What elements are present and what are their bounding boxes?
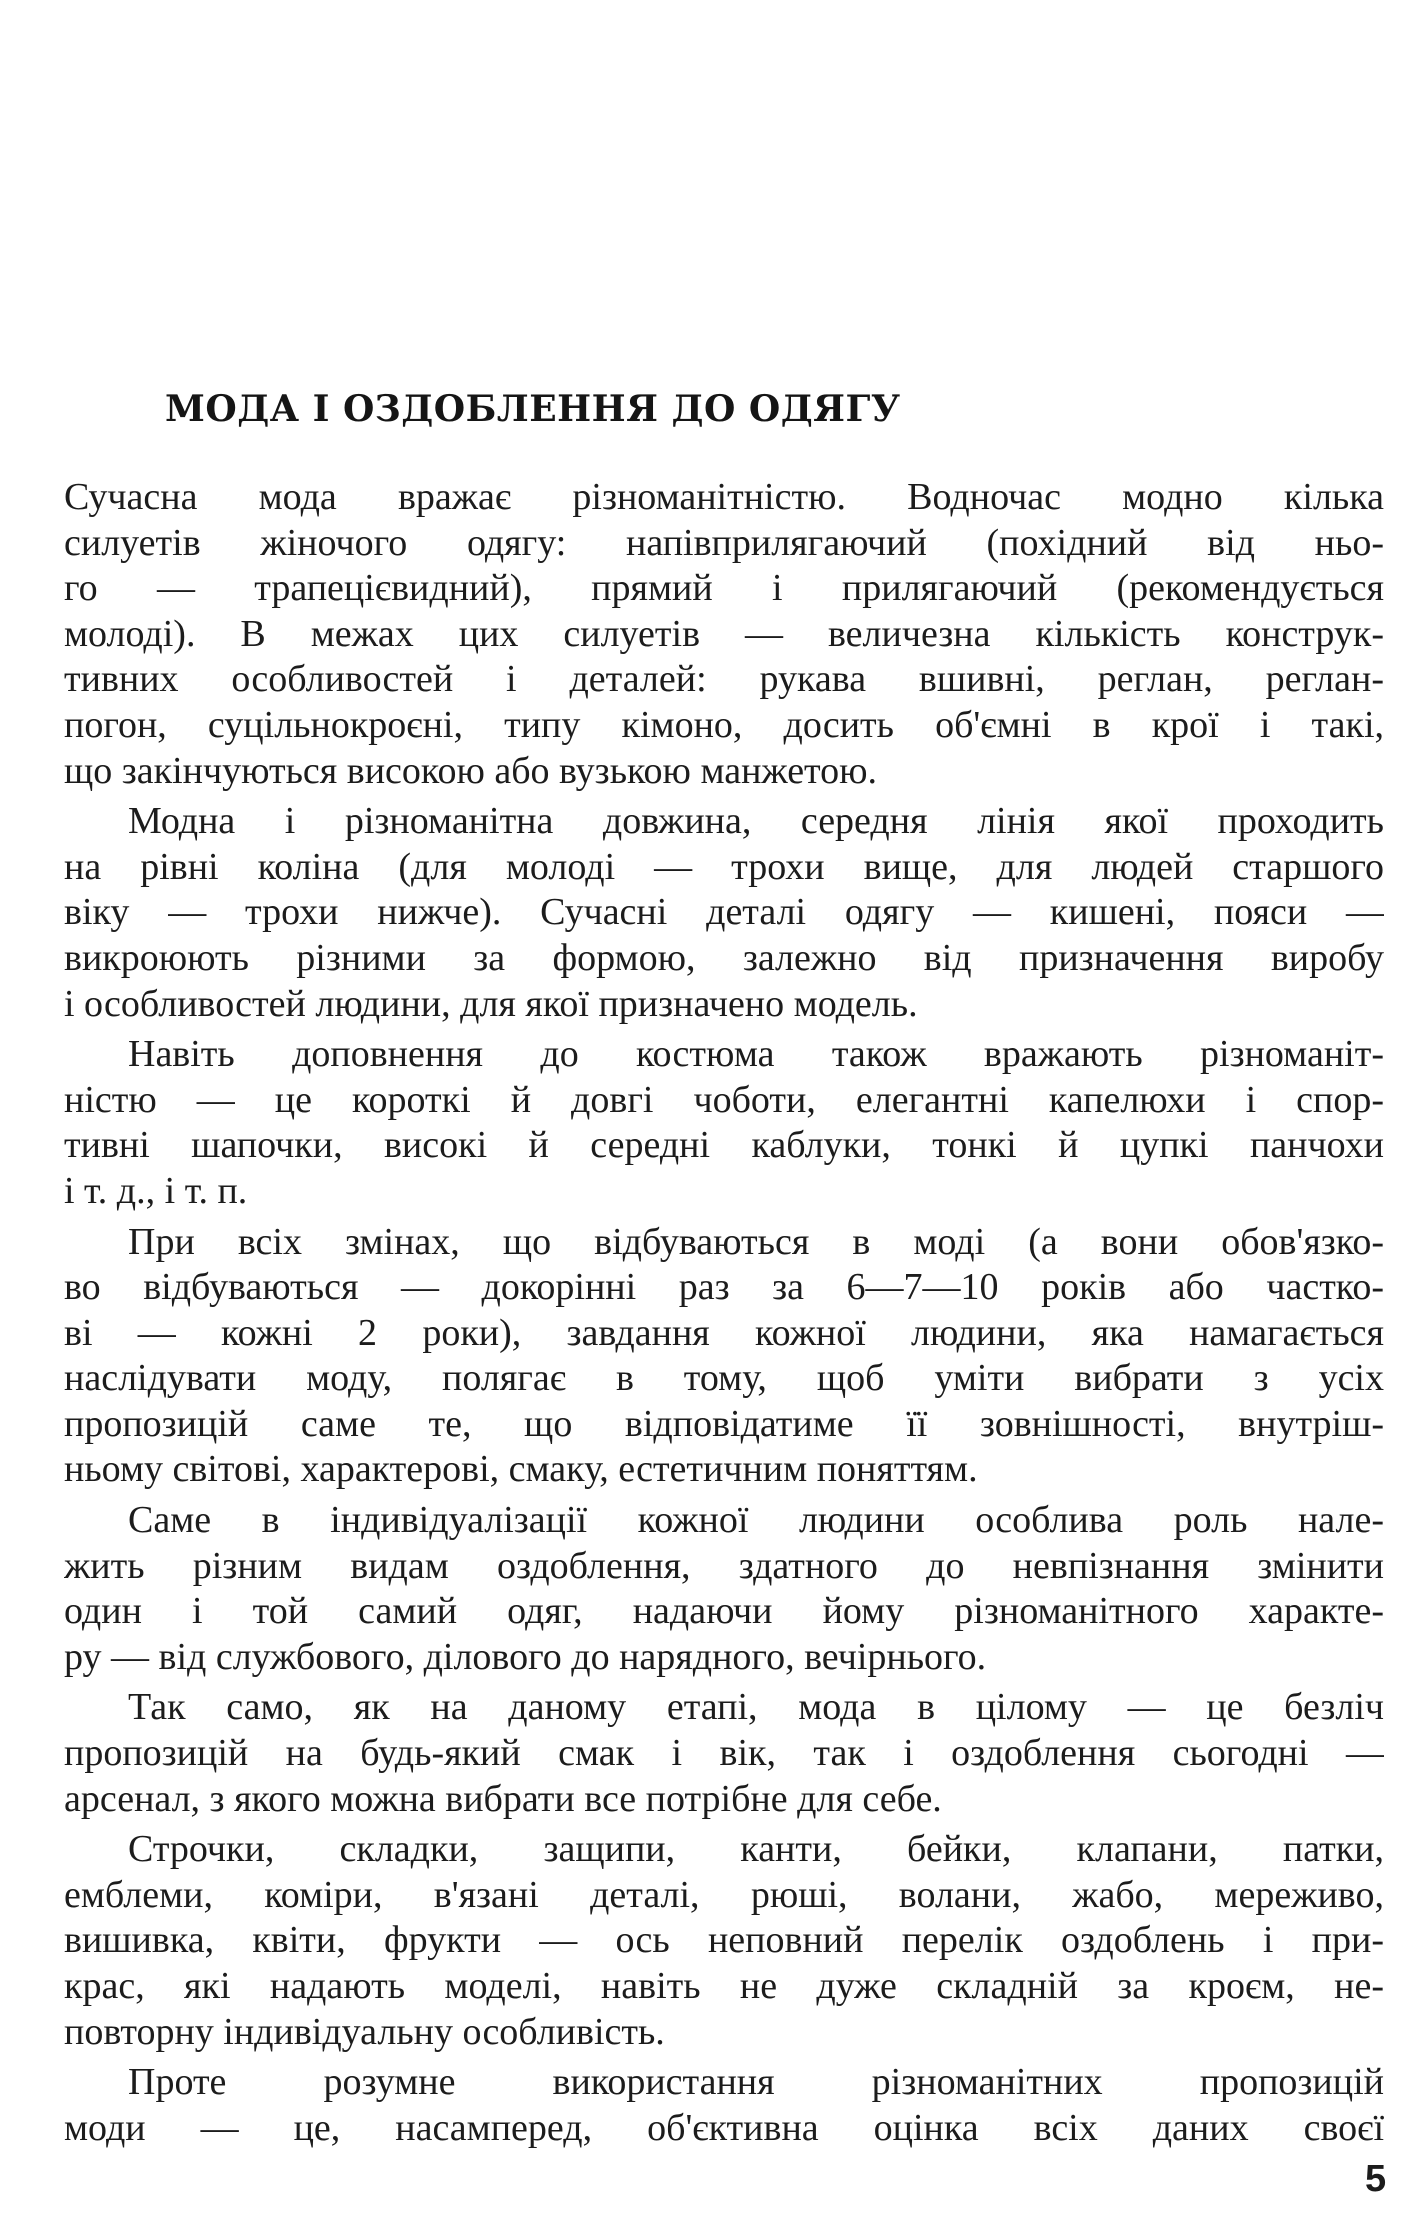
text-line: Модна і різноманітна довжина, середня лінія якої проходить [128, 800, 1384, 843]
text-line: віку — трохи нижче). Сучасні деталі одягу — кишені, пояси — [64, 891, 1384, 934]
text-line: що закінчуються високою або вузькою манжетою. [64, 749, 878, 792]
text-line: погон, суцільнокроєні, типу кімоно, досить об'ємні в крої і такі, [64, 703, 1384, 746]
text-line: викроюють різними за формою, залежно від призначення виробу [64, 936, 1384, 979]
paragraph-5 [64, 1498, 1384, 1680]
text-line: Проте розумне використання різноманітних пропозицій [128, 2061, 1384, 2104]
text-line: ру — від службового, ділового до нарядного, вечірнього. [64, 1635, 987, 1678]
paragraph-3 [64, 1032, 1384, 1214]
text-line: на рівні коліна (для молоді — трохи вище, для людей старшого [64, 845, 1384, 888]
paragraph-1 [64, 475, 1384, 794]
text-line: Сучасна мода вражає різноманітністю. Водночас модно кілька [64, 476, 1384, 518]
text-line: ньому світові, характерові, смаку, естетичним поняттям. [64, 1448, 978, 1491]
text-line: і особливостей людини, для якої призначено модель. [64, 982, 918, 1025]
text-line: Так само, як на даному етапі, мода в цілому — це безліч [128, 1686, 1384, 1729]
text-line: Навіть доповнення до костюма також вражають різноманіт- [128, 1033, 1384, 1076]
paragraph-7 [64, 1827, 1384, 2055]
text-line: вишивка, квіти, фрукти — ось неповний перелік оздоблень і при- [64, 1919, 1384, 1962]
text-line: ві — кожні 2 роки), завдання кожної людини, яка намагається [64, 1311, 1384, 1354]
text-line: тивних особливостей і деталей: рукава вшивні, реглан, реглан- [64, 658, 1384, 701]
text-line: тивні шапочки, високі й середні каблуки, тонкі й цупкі панчохи [64, 1124, 1384, 1167]
paragraph-2 [64, 799, 1384, 1027]
text-line: наслідувати моду, полягає в тому, щоб уміти вибрати з усіх [64, 1357, 1384, 1400]
text-line: Саме в індивідуалізації кожної людини особлива роль нале- [128, 1499, 1384, 1542]
text-line: го — трапецієвидний), прямий і прилягаючий (рекомендується [64, 567, 1384, 610]
text-line: При всіх змінах, що відбуваються в моді (а вони обов'язко- [128, 1220, 1384, 1263]
text-line: молоді). В межах цих силуетів — величезна кількість конструк- [64, 612, 1384, 655]
paragraph-6 [64, 1685, 1384, 1822]
text-line: один і той самий одяг, надаючи йому різноманітного характе- [64, 1590, 1384, 1633]
text-line: во відбуваються — докорінні раз за 6—7—10 років або частко- [64, 1266, 1384, 1309]
page-number: 5 [1365, 2158, 1387, 2200]
text-line: моди — це, насамперед, об'єктивна оцінка всіх даних своєї [64, 2106, 1384, 2149]
text-line: жить різним видам оздоблення, здатного до невпізнання змінити [64, 1544, 1384, 1587]
text-line: пропозицій на будь-який смак і вік, так і оздоблення сьогодні — [64, 1732, 1384, 1775]
paragraph-4 [64, 1220, 1384, 1494]
text-line: силуетів жіночого одягу: напівприлягаючий (похідний від ньо- [64, 521, 1384, 564]
text-line: пропозицій саме те, що відповідатиме її зовнішності, внутріш- [64, 1402, 1384, 1445]
text-line: емблеми, коміри, в'язані деталі, рюші, волани, жабо, мереживо, [64, 1873, 1384, 1916]
page-heading: МОДА І ОЗДОБЛЕННЯ ДО ОДЯГУ [165, 388, 901, 430]
text-line: арсенал, з якого можна вибрати все потрібне для себе. [64, 1777, 942, 1820]
text-line: і т. д., і т. п. [64, 1169, 248, 1212]
text-line: Строчки, складки, защипи, канти, бейки, клапани, патки, [128, 1828, 1384, 1871]
text-line: крас, які надають моделі, навіть не дуже складній за кроєм, не- [64, 1965, 1384, 2007]
paragraph-8 [64, 2060, 1384, 2151]
body-text [64, 475, 1384, 2156]
text-line: ністю — це короткі й довгі чоботи, елегантні капелюхи і спор- [64, 1078, 1384, 1121]
text-line: повторну індивідуальну особливість. [64, 2010, 665, 2053]
